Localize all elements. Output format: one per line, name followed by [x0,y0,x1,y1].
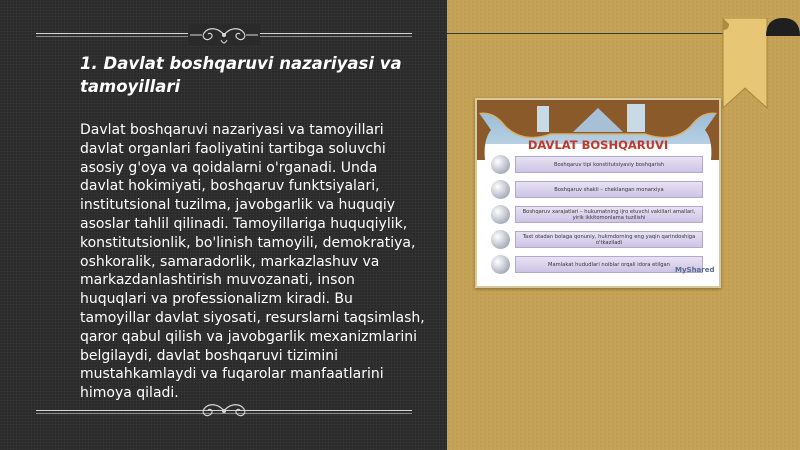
image-list-item [491,180,705,200]
image-list-item [491,230,705,250]
image-title: DAVLAT BOSHQARUVI [527,138,669,152]
bullet-circle-icon [491,155,510,174]
bullet-circle-icon [491,205,510,224]
slide-title: 1. Davlat boshqaruvi nazariyasi va tamoyillari [80,54,402,96]
bullet-circle-icon [491,255,510,274]
image-list-item [491,205,705,225]
image-list-text: Boshqaruv shakli – cheklangan monarxiya [515,181,703,198]
image-list-item [491,155,705,175]
flourish-ornament-icon [188,24,260,46]
slide-body-text: Davlat boshqaruvi nazariyasi va tamoyillari davlat organlari faoliyatini tartibga soluvchi asosiy g'oya va qoidalarni o'rganadi. Unda davlat hokimiyati, boshqaruv funktsiyalari, institutsional tuzilma, javobgarlik va huquqiy asoslar tahlil qilinadi. Tamoyillariga huquqiylik, konstitutsionlik, bo'linish tamoyili, demokratiya, oshkoralik, samaradorlik, markazlashuv va markazdanlashtirish muvozanati, inson huquqlari va professionalizm kiradi. Bu tamoyillar davlat siyosati, resurslarni taqsimlash, qaror qabul qilish va javobgarlik mexanizmlarini belgilaydi, davlat boshqaruvi tizimini mustahkamlaydi va fuqarolar manfaatlarini himoya qiladi. [80,122,425,402]
bullet-circle-icon [491,180,510,199]
flourish-ornament-icon [188,400,260,422]
watermark-logo: MyShared [675,266,715,274]
image-list-text: Boshqaruv xarajatlari – hukumatning ijro etuvchi vakillari amallari, yirik ikkitomonlama tuzilishi [515,206,703,223]
bullet-circle-icon [491,230,510,249]
image-list-text: Boshqaruv tipi konstitutsiyaviy boshqarish [515,156,703,173]
image-list-text: Taxt otadan bolaga qonuniy, hukmdorning eng yaqin qarindoshiga o'tkaziladi [515,231,703,248]
gold-divider [447,33,747,34]
embedded-slide-image [475,98,721,288]
image-list-text: Mamlakat hududlari noiblar orqali idora etilgan [515,256,703,273]
bookmark-ribbon-icon [721,18,769,110]
image-list-item [491,255,705,275]
tab-fold-icon [766,18,800,36]
